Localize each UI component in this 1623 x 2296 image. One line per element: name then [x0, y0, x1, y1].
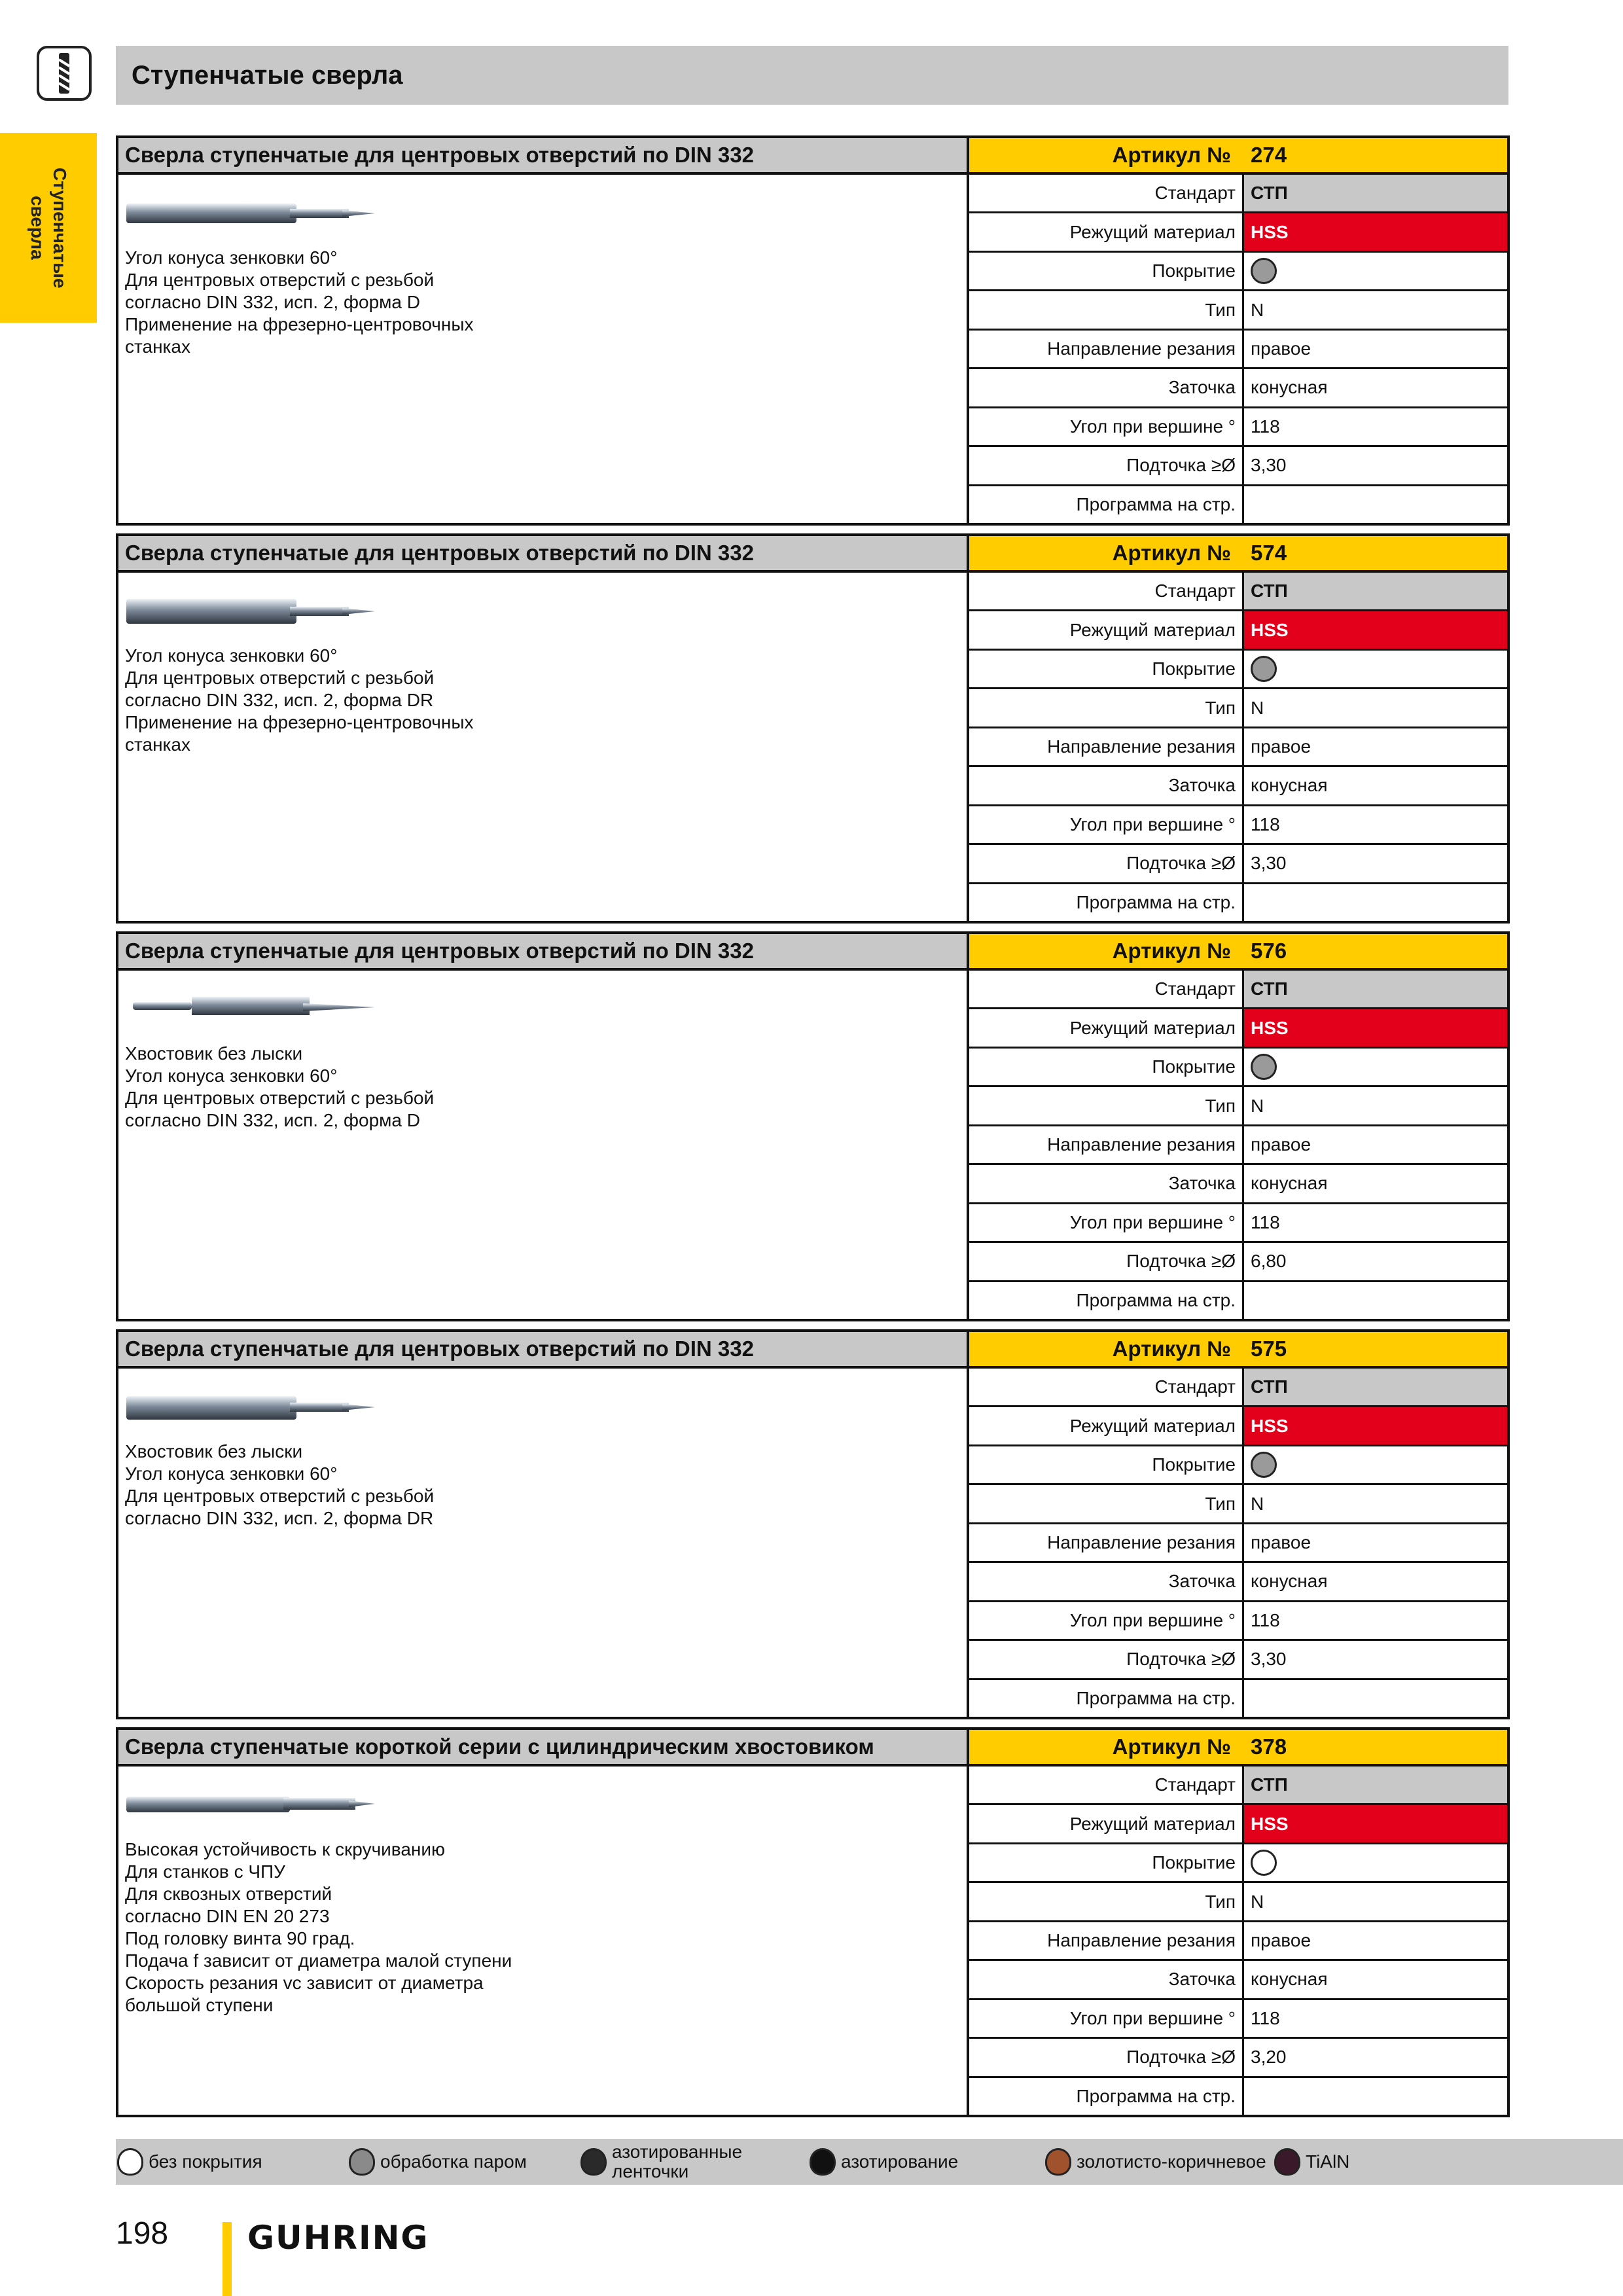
spec-row: [969, 1009, 1507, 1048]
spec-label: Тип: [969, 1485, 1244, 1522]
product-table: [116, 931, 1510, 1321]
product-table: [116, 1329, 1510, 1719]
spec-label: Программа на стр.: [969, 2078, 1244, 2115]
spec-value: конусная: [1251, 1571, 1328, 1592]
article-label: Артикул №: [1112, 1336, 1231, 1361]
coating-swatch-icon: [580, 2148, 607, 2176]
spec-row: [969, 1922, 1507, 1961]
spec-value: 6,80: [1251, 1251, 1287, 1272]
coating-legend: [116, 2139, 1623, 2185]
product-description: Хвостовик без лыски Угол конуса зенковки 60° Для центровых отверстий с резьбой согласно DIN 332, исп. 2, форма D: [125, 1043, 435, 1130]
spec-row: [969, 1165, 1507, 1204]
spec-row: [969, 884, 1507, 921]
spec-row: [969, 213, 1507, 252]
product-info: [118, 971, 969, 1319]
product-title: Сверла ступенчатые для центровых отверстий по DIN 332: [118, 934, 969, 971]
spec-label: Режущий материал: [969, 1009, 1244, 1046]
drill-image: [126, 1380, 375, 1433]
spec-row: [969, 845, 1507, 884]
coating-swatch-icon: [349, 2148, 375, 2176]
spec-label: Стандарт: [969, 1369, 1244, 1405]
spec-value: СТП: [1244, 175, 1507, 211]
spec-row: [969, 1282, 1507, 1319]
spec-label: Направление резания: [969, 1922, 1244, 1959]
spec-row: [969, 1204, 1507, 1243]
spec-label: Подточка ≥Ø: [969, 447, 1244, 484]
legend-item: [1274, 2139, 1349, 2185]
article-header: [969, 536, 1507, 573]
drill-image: [126, 982, 375, 1035]
spec-label: Стандарт: [969, 175, 1244, 211]
spec-value: HSS: [1244, 1407, 1507, 1444]
article-number: 378: [1251, 1734, 1287, 1759]
article-label: Артикул №: [1112, 143, 1231, 167]
spec-value: [1244, 884, 1507, 921]
product-info: [118, 573, 969, 921]
spec-table: [969, 1369, 1507, 1717]
article-label: Артикул №: [1112, 1734, 1231, 1759]
spec-value: 3,30: [1251, 853, 1287, 874]
spec-value: 3,20: [1251, 2047, 1287, 2068]
coating-circle-icon: [1251, 656, 1277, 682]
product-description: Угол конуса зенковки 60° Для центровых отверстий с резьбой согласно DIN 332, исп. 2, форма D Применение на фрезерно-центровочных станках: [125, 247, 474, 357]
spec-value: 3,30: [1251, 1649, 1287, 1670]
article-number: 274: [1251, 143, 1287, 167]
spec-value: конусная: [1251, 1969, 1328, 1990]
spec-label: Направление резания: [969, 728, 1244, 765]
spec-table: [969, 1767, 1507, 2115]
spec-row: [969, 486, 1507, 523]
spec-value-coating: [1244, 253, 1507, 289]
spec-value: правое: [1251, 1134, 1311, 1155]
spec-row: [969, 1641, 1507, 1679]
spec-row: [969, 1602, 1507, 1641]
spec-value: СТП: [1244, 1767, 1507, 1803]
drill-image: [126, 584, 375, 637]
spec-row: [969, 447, 1507, 486]
spec-value: конусная: [1251, 775, 1328, 796]
spec-row: [969, 408, 1507, 447]
spec-value: N: [1251, 697, 1264, 718]
product-table: [116, 1727, 1510, 2117]
spec-value: HSS: [1244, 611, 1507, 648]
spec-label: Тип: [969, 1883, 1244, 1920]
spec-value: 3,30: [1251, 455, 1287, 476]
spec-row: [969, 253, 1507, 291]
footer-accent-bar: [223, 2222, 232, 2296]
spec-row: [969, 291, 1507, 330]
coating-swatch-icon: [1045, 2148, 1071, 2176]
spec-label: Стандарт: [969, 971, 1244, 1007]
spec-value: правое: [1251, 1532, 1311, 1552]
spec-value: 118: [1251, 814, 1280, 834]
article-header: [969, 1332, 1507, 1369]
spec-row: [969, 689, 1507, 728]
spec-label: Угол при вершине °: [969, 1204, 1244, 1241]
brand-logo: GUHRING: [247, 2219, 429, 2257]
spec-table: [969, 573, 1507, 921]
spec-row: [969, 1049, 1507, 1087]
spec-label: Тип: [969, 291, 1244, 328]
spec-row: [969, 1805, 1507, 1844]
drill-logo-icon: [37, 46, 92, 101]
spec-row: [969, 1524, 1507, 1563]
spec-label: Покрытие: [969, 651, 1244, 687]
spec-label: Направление резания: [969, 1126, 1244, 1163]
coating-circle-icon: [1251, 1452, 1277, 1478]
spec-row: [969, 1680, 1507, 1717]
spec-row: [969, 1485, 1507, 1524]
product-info: [118, 1369, 969, 1717]
spec-table: [969, 971, 1507, 1319]
spec-row: [969, 806, 1507, 845]
spec-row: [969, 971, 1507, 1009]
spec-row: [969, 369, 1507, 408]
legend-item: [580, 2139, 742, 2185]
spec-label: Направление резания: [969, 331, 1244, 367]
article-header: [969, 1730, 1507, 1767]
spec-value-coating: [1244, 1844, 1507, 1881]
spec-label: Угол при вершине °: [969, 806, 1244, 843]
coating-swatch-icon: [1274, 2148, 1300, 2176]
spec-label: Заточка: [969, 369, 1244, 406]
coating-circle-icon: [1251, 258, 1277, 284]
product-description: Хвостовик без лыски Угол конуса зенковки 60° Для центровых отверстий с резьбой согласно DIN 332, исп. 2, форма DR: [125, 1441, 435, 1528]
spec-label: Программа на стр.: [969, 1680, 1244, 1717]
spec-value: N: [1251, 1493, 1264, 1514]
spec-row: [969, 2000, 1507, 2039]
spec-row: [969, 1087, 1507, 1126]
legend-item: [810, 2139, 958, 2185]
spec-row: [969, 1369, 1507, 1407]
spec-value: HSS: [1244, 213, 1507, 250]
spec-value-coating: [1244, 651, 1507, 687]
spec-label: Программа на стр.: [969, 884, 1244, 921]
coating-circle-icon: [1251, 1850, 1277, 1876]
spec-row: [969, 1883, 1507, 1922]
spec-row: [969, 573, 1507, 611]
spec-label: Покрытие: [969, 1844, 1244, 1881]
spec-row: [969, 1844, 1507, 1883]
spec-label: Угол при вершине °: [969, 1602, 1244, 1639]
product-title: Сверла ступенчатые для центровых отверстий по DIN 332: [118, 1332, 969, 1369]
spec-value: HSS: [1244, 1009, 1507, 1046]
spec-table: [969, 175, 1507, 523]
spec-label: Заточка: [969, 1961, 1244, 1998]
spec-label: Угол при вершине °: [969, 408, 1244, 445]
coating-swatch-icon: [117, 2148, 143, 2176]
spec-row: [969, 2039, 1507, 2077]
spec-value: 118: [1251, 2007, 1280, 2028]
spec-row: [969, 2078, 1507, 2115]
section-tab[interactable]: [0, 133, 97, 323]
legend-label: азотированные ленточки: [612, 2142, 743, 2181]
spec-label: Подточка ≥Ø: [969, 1641, 1244, 1677]
coating-circle-icon: [1251, 1054, 1277, 1080]
spec-label: Подточка ≥Ø: [969, 845, 1244, 882]
spec-label: Режущий материал: [969, 1407, 1244, 1444]
page-title: Ступенчатые сверла: [116, 46, 1508, 105]
spec-value-coating: [1244, 1446, 1507, 1483]
spec-value: СТП: [1244, 971, 1507, 1007]
product-table: [116, 533, 1510, 924]
spec-value: [1244, 1282, 1507, 1319]
product-info: [118, 1767, 969, 2115]
spec-label: Заточка: [969, 767, 1244, 804]
article-number: 576: [1251, 939, 1287, 963]
spec-value: правое: [1251, 338, 1311, 359]
spec-row: [969, 1126, 1507, 1165]
spec-label: Режущий материал: [969, 611, 1244, 648]
product-description: Угол конуса зенковки 60° Для центровых отверстий с резьбой согласно DIN 332, исп. 2, форма DR Применение на фрезерно-центровочных станках: [125, 645, 474, 755]
spec-value: [1244, 486, 1507, 523]
spec-value: N: [1251, 1891, 1264, 1912]
spec-label: Тип: [969, 1087, 1244, 1124]
legend-item: [117, 2139, 262, 2185]
spec-value: 118: [1251, 1609, 1280, 1630]
spec-row: [969, 1563, 1507, 1602]
article-number: 574: [1251, 541, 1287, 565]
spec-label: Подточка ≥Ø: [969, 1243, 1244, 1280]
legend-label: золотисто-коричневое: [1077, 2151, 1266, 2172]
spec-value: правое: [1251, 736, 1311, 757]
legend-label: обработка паром: [380, 2151, 527, 2172]
spec-label: Режущий материал: [969, 213, 1244, 250]
spec-label: Заточка: [969, 1563, 1244, 1600]
page-number: 198: [116, 2216, 169, 2251]
legend-label: азотирование: [841, 2151, 959, 2172]
product-description: Высокая устойчивость к скручиванию Для станков с ЧПУ Для сквозных отверстий согласно DIN EN 20 273 Под головку винта 90 град. Подача f зависит от диаметра малой ступени Скорость резания vc зависит от диаметра большой ступени: [125, 1839, 512, 2015]
spec-row: [969, 611, 1507, 650]
spec-label: Программа на стр.: [969, 486, 1244, 523]
spec-value: N: [1251, 1095, 1264, 1116]
coating-swatch-icon: [810, 2148, 836, 2176]
spec-value: 118: [1251, 1211, 1280, 1232]
spec-value: конусная: [1251, 1173, 1328, 1194]
spec-value: СТП: [1244, 1369, 1507, 1405]
spec-row: [969, 1407, 1507, 1446]
spec-value: [1244, 1680, 1507, 1717]
spec-label: Подточка ≥Ø: [969, 2039, 1244, 2075]
spec-label: Направление резания: [969, 1524, 1244, 1561]
spec-label: Покрытие: [969, 253, 1244, 289]
spec-value: правое: [1251, 1929, 1311, 1950]
legend-label: TiAlN: [1306, 2151, 1350, 2172]
legend-item: [349, 2139, 527, 2185]
spec-label: Угол при вершине °: [969, 2000, 1244, 2037]
drill-image: [126, 1778, 375, 1831]
spec-row: [969, 1961, 1507, 2000]
spec-row: [969, 1243, 1507, 1282]
section-tab-label: Ступенчатые сверла: [27, 167, 70, 289]
article-header: [969, 934, 1507, 971]
product-info: [118, 175, 969, 523]
spec-row: [969, 651, 1507, 689]
spec-value: 118: [1251, 416, 1280, 437]
spec-row: [969, 1446, 1507, 1485]
spec-value: HSS: [1244, 1805, 1507, 1842]
article-number: 575: [1251, 1336, 1287, 1361]
spec-value: СТП: [1244, 573, 1507, 609]
spec-value: конусная: [1251, 377, 1328, 398]
spec-row: [969, 331, 1507, 369]
spec-label: Программа на стр.: [969, 1282, 1244, 1319]
legend-label: без покрытия: [149, 2151, 262, 2172]
spec-label: Стандарт: [969, 573, 1244, 609]
spec-label: Покрытие: [969, 1446, 1244, 1483]
article-label: Артикул №: [1112, 541, 1231, 565]
product-title: Сверла ступенчатые короткой серии с цилиндрическим хвостовиком: [118, 1730, 969, 1767]
spec-label: Покрытие: [969, 1049, 1244, 1085]
product-title: Сверла ступенчатые для центровых отверстий по DIN 332: [118, 536, 969, 573]
spec-row: [969, 767, 1507, 806]
legend-item: [1045, 2139, 1266, 2185]
spec-row: [969, 175, 1507, 213]
spec-label: Режущий материал: [969, 1805, 1244, 1842]
spec-value-coating: [1244, 1049, 1507, 1085]
spec-label: Стандарт: [969, 1767, 1244, 1803]
article-header: [969, 138, 1507, 175]
spec-value: [1244, 2078, 1507, 2115]
spec-row: [969, 728, 1507, 767]
product-table: [116, 135, 1510, 526]
spec-label: Заточка: [969, 1165, 1244, 1202]
drill-image: [126, 187, 375, 239]
spec-label: Тип: [969, 689, 1244, 726]
product-title: Сверла ступенчатые для центровых отверстий по DIN 332: [118, 138, 969, 175]
spec-value: N: [1251, 299, 1264, 320]
spec-row: [969, 1767, 1507, 1805]
article-label: Артикул №: [1112, 939, 1231, 963]
